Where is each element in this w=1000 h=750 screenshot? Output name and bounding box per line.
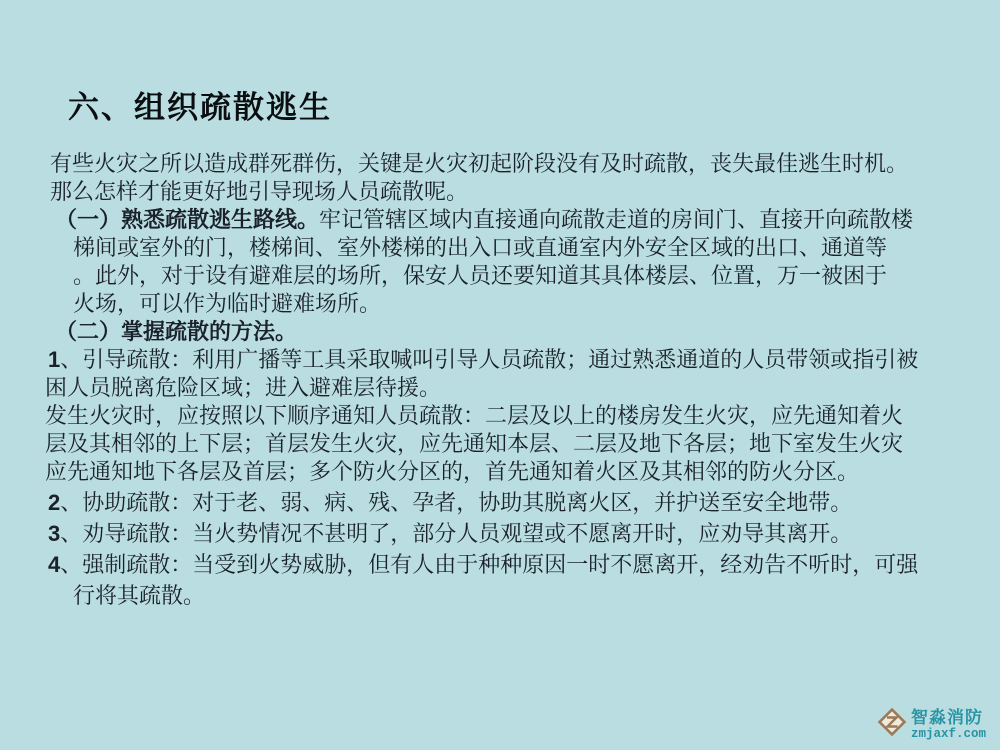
line-text: 层及其相邻的上下层；首层发生火灾，应先通知本层、二层及地下各层；地下室发生火灾 <box>45 431 904 456</box>
line-text: 、协助疏散：对于老、弱、病、残、孕者，协助其脱离火区，并护送至安全地带。 <box>60 490 853 515</box>
line-text: 应先通知地下各层及首层；多个防火分区的，首先通知着火区及其相邻的防火分区。 <box>45 459 860 484</box>
body-line <box>45 150 975 178</box>
body-line <box>45 520 975 548</box>
body-line <box>45 430 975 458</box>
slide-body <box>45 150 975 610</box>
zhimiao-logo-icon <box>877 707 907 742</box>
body-line <box>45 346 975 374</box>
body-line <box>45 582 975 610</box>
line-text: 有些火灾之所以造成群死群伤，关键是火灾初起阶段没有及时疏散，丧失最佳逃生时机。 <box>50 151 909 176</box>
body-line <box>45 489 975 517</box>
line-text: 、强制疏散：当受到火势威胁，但有人由于种种原因一时不愿离开，经劝告不听时，可强 <box>60 552 919 577</box>
item-number: 4 <box>48 552 61 577</box>
line-text: 、引导疏散：利用广播等工具采取喊叫引导人员疏散；通过熟悉通道的人员带领或指引被 <box>60 347 919 372</box>
watermark-brand: 智淼消防 <box>910 708 983 727</box>
line-bold-text: （一）熟悉疏散逃生路线。 <box>55 207 320 232</box>
body-line <box>45 318 975 346</box>
body-line <box>45 206 975 234</box>
body-line <box>45 234 975 262</box>
body-line <box>45 551 975 579</box>
watermark-text <box>911 708 986 741</box>
line-text: 梯间或室外的门，楼梯间、室外楼梯的出入口或直通室内外安全区域的出口、通道等 <box>73 235 888 260</box>
line-text: 困人员脱离危险区域；进入避难层待援。 <box>45 375 442 400</box>
body-line <box>45 374 975 402</box>
item-number: 1 <box>48 347 61 372</box>
watermark-domain: zmjaxf.com <box>910 727 986 741</box>
watermark <box>877 707 986 742</box>
line-text: 火场，可以作为临时避难场所。 <box>73 291 382 316</box>
line-text: 发生火灾时，应按照以下顺序通知人员疏散：二层及以上的楼房发生火灾，应先通知着火 <box>45 403 904 428</box>
line-text: 那么怎样才能更好地引导现场人员疏散呢。 <box>50 179 469 204</box>
body-line <box>45 402 975 430</box>
body-line <box>45 262 975 290</box>
line-bold-text: （二）掌握疏散的方法。 <box>55 319 298 344</box>
body-line <box>45 290 975 318</box>
line-text: 行将其疏散。 <box>73 583 206 608</box>
line-text: 。此外，对于设有避难层的场所，保安人员还要知道其具体楼层、位置，万一被困于 <box>73 263 888 288</box>
item-number: 3 <box>48 521 61 546</box>
line-text: 牢记管辖区域内直接通向疏散走道的房间门、直接开向疏散楼 <box>319 207 914 232</box>
body-line <box>45 178 975 206</box>
line-text: 、劝导疏散：当火势情况不甚明了，部分人员观望或不愿离开时，应劝导其离开。 <box>60 521 853 546</box>
slide-title: 六、组织疏散逃生 <box>68 90 332 125</box>
body-line <box>45 458 975 486</box>
item-number: 2 <box>48 490 61 515</box>
